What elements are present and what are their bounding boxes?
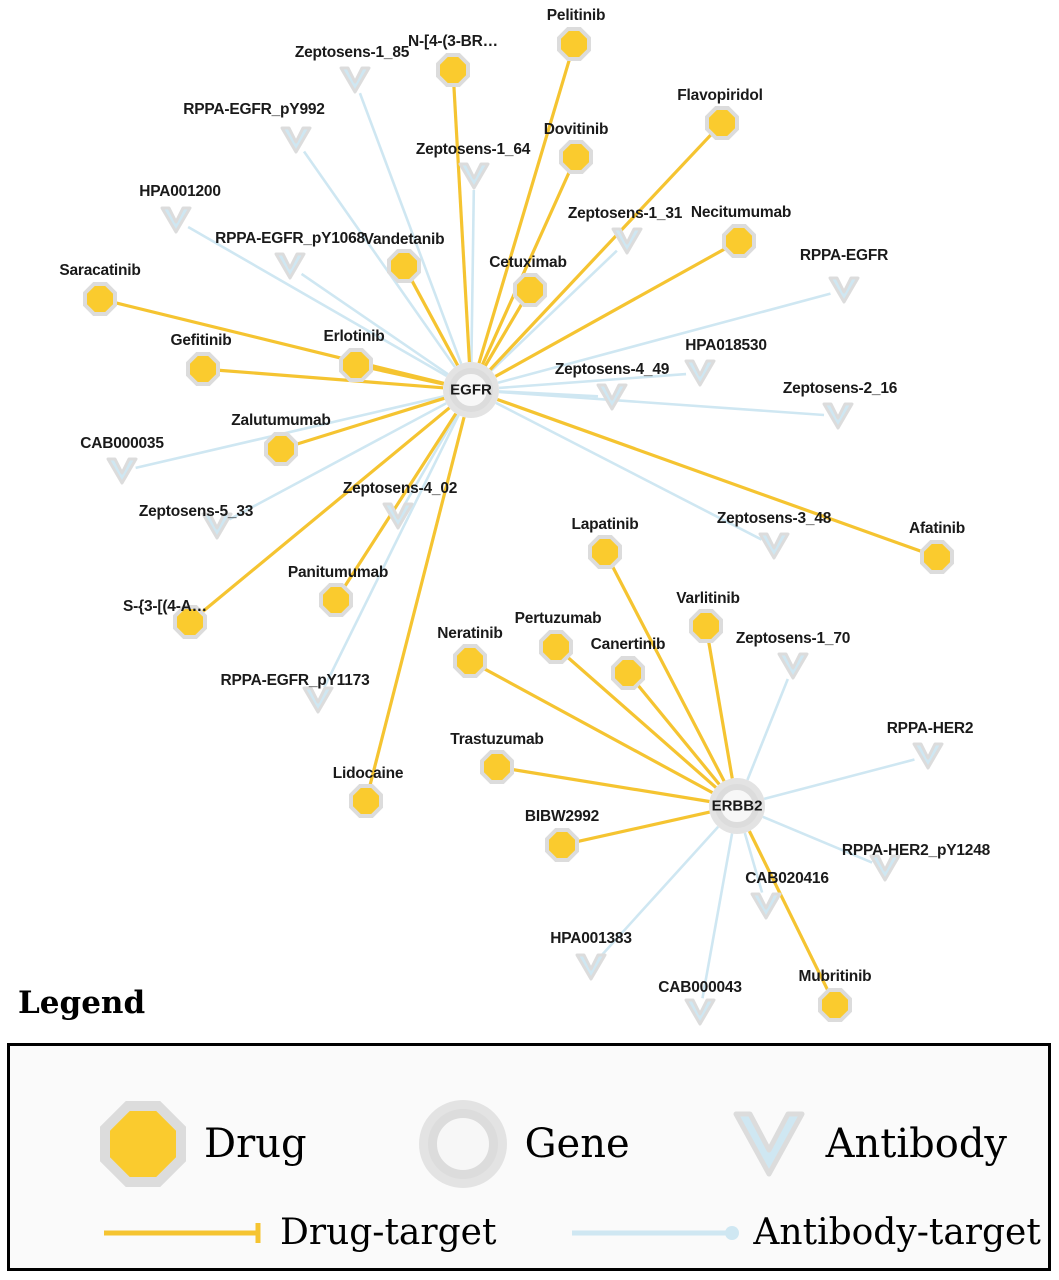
antibody-node[interactable]	[749, 891, 783, 921]
drug-node[interactable]	[588, 535, 622, 569]
antibody-node[interactable]	[827, 275, 861, 305]
drug-octagon-icon	[588, 535, 622, 569]
drug-node[interactable]	[611, 656, 645, 690]
drug-octagon-icon	[689, 609, 723, 643]
drug-label: Mubritinib	[798, 968, 872, 985]
drug-node[interactable]	[349, 784, 383, 818]
antibody-node[interactable]	[279, 125, 313, 155]
edge	[454, 84, 470, 362]
drug-node[interactable]	[264, 432, 298, 466]
drug-label: Canertinib	[590, 636, 666, 653]
drug-octagon-icon	[545, 828, 579, 862]
antibody-chevron-icon	[683, 358, 717, 388]
antibody-node[interactable]	[574, 952, 608, 982]
antibody-label: RPPA-EGFR_pY1173	[220, 672, 370, 689]
antibody-label: Zeptosens-5_33	[138, 503, 254, 520]
drug-node[interactable]	[319, 583, 353, 617]
antibody-label: CAB000043	[658, 979, 742, 996]
drug-octagon-icon	[319, 583, 353, 617]
drug-label: Flavopiridol	[677, 87, 763, 104]
legend-drug	[100, 1101, 307, 1187]
drug-node[interactable]	[339, 348, 373, 382]
antibody-node[interactable]	[610, 226, 644, 256]
drug-octagon-icon	[186, 352, 220, 386]
drug-octagon-icon	[818, 988, 852, 1022]
drug-node[interactable]	[920, 540, 954, 574]
gene-node-erbb2[interactable]	[709, 778, 765, 834]
drug-label: Lapatinib	[571, 516, 639, 533]
antibody-node[interactable]	[757, 531, 791, 561]
antibody-label: RPPA-EGFR	[799, 247, 889, 264]
edge	[471, 190, 473, 362]
antibody-chevron-icon	[381, 501, 415, 531]
antibody-chevron-icon	[457, 161, 491, 191]
antibody-label: CAB000035	[80, 435, 164, 452]
antibody-chevron-icon	[105, 456, 139, 486]
drug-node[interactable]	[559, 140, 593, 174]
drug-label: S-{3-[(4-A…	[123, 598, 207, 615]
drug-node[interactable]	[480, 750, 514, 784]
legend-antibody-label: Antibody	[825, 1121, 1008, 1167]
antibody-chevron-icon	[827, 275, 861, 305]
antibody-node[interactable]	[911, 741, 945, 771]
antibody-label: Zeptosens-1_64	[415, 141, 531, 158]
drug-label: Pelitinib	[546, 7, 606, 24]
gene-label: EGFR	[450, 381, 492, 399]
antibody-chevron-icon	[749, 891, 783, 921]
legend-gene	[419, 1100, 630, 1188]
drug-octagon-icon	[722, 224, 756, 258]
drug-octagon-icon	[557, 27, 591, 61]
antibody-label: HPA001383	[550, 930, 632, 947]
antibody-label: Zeptosens-1_85	[294, 44, 410, 61]
gene-node-egfr[interactable]	[443, 362, 499, 418]
edge	[114, 302, 444, 383]
antibody-chevron-icon	[273, 251, 307, 281]
drug-octagon-icon	[453, 644, 487, 678]
antibody-label: RPPA-EGFR_pY1068	[215, 230, 365, 247]
drug-octagon-icon	[920, 540, 954, 574]
antibody-label: Zeptosens-1_31	[567, 205, 683, 222]
drug-octagon-icon	[480, 750, 514, 784]
legend-antibody-target-label: Antibody-target	[753, 1212, 1041, 1253]
drug-node[interactable]	[705, 106, 739, 140]
drug-label: Gefitinib	[170, 332, 232, 349]
drug-node[interactable]	[83, 282, 117, 316]
drug-icon	[100, 1101, 186, 1187]
legend-antibody	[730, 1108, 1007, 1180]
edge	[497, 399, 923, 552]
drug-node[interactable]	[513, 273, 547, 307]
drug-label: Necitumumab	[690, 204, 792, 221]
antibody-node[interactable]	[159, 205, 193, 235]
antibody-node[interactable]	[457, 161, 491, 191]
legend-drug-target-label: Drug-target	[280, 1212, 497, 1253]
antibody-chevron-icon	[595, 382, 629, 412]
antibody-label: RPPA-HER2_pY1248	[841, 842, 991, 859]
antibody-node[interactable]	[595, 382, 629, 412]
drug-node[interactable]	[387, 249, 421, 283]
antibody-node[interactable]	[381, 501, 415, 531]
drug-node[interactable]	[186, 352, 220, 386]
drug-octagon-icon	[611, 656, 645, 690]
drug-node[interactable]	[453, 644, 487, 678]
antibody-label: Zeptosens-1_70	[735, 630, 851, 647]
drug-label: Vandetanib	[363, 231, 445, 248]
drug-label: Erlotinib	[323, 328, 385, 345]
gene-label: ERBB2	[711, 797, 763, 815]
antibody-chevron-icon	[338, 65, 372, 95]
drug-node[interactable]	[689, 609, 723, 643]
drug-octagon-icon	[705, 106, 739, 140]
drug-label: Neratinib	[437, 625, 503, 642]
edge	[764, 760, 914, 799]
antibody-label: CAB020416	[745, 870, 829, 887]
edge	[747, 679, 787, 780]
drug-label: BIBW2992	[524, 808, 600, 825]
drug-label: Pertuzumab	[514, 610, 602, 627]
antibody-label: RPPA-EGFR_pY992	[183, 101, 325, 118]
antibody-label: Zeptosens-4_02	[342, 480, 458, 497]
antibody-label: Zeptosens-2_16	[782, 380, 898, 397]
drug-label: Zalutumumab	[231, 412, 331, 429]
drug-label: Lidocaine	[332, 765, 404, 782]
antibody-chevron-icon	[279, 125, 313, 155]
drug-octagon-icon	[83, 282, 117, 316]
legend-drug-label: Drug	[204, 1121, 307, 1167]
drug-octagon-icon	[349, 784, 383, 818]
antibody-chevron-icon	[610, 226, 644, 256]
antibody-chevron-icon	[683, 997, 717, 1027]
edge	[702, 834, 732, 999]
legend-drug-target-edge	[100, 1212, 496, 1253]
drug-octagon-icon	[387, 249, 421, 283]
antibody-label: Zeptosens-4_49	[554, 361, 670, 378]
antibody-node[interactable]	[821, 401, 855, 431]
drug-octagon-icon	[264, 432, 298, 466]
drug-octagon-icon	[559, 140, 593, 174]
drug-node[interactable]	[818, 988, 852, 1022]
antibody-label: HPA018530	[685, 337, 767, 354]
drug-label: Panitumumab	[287, 564, 389, 581]
drug-label: Afatinib	[908, 520, 966, 537]
drug-octagon-icon	[513, 273, 547, 307]
antibody-chevron-icon	[776, 651, 810, 681]
edge	[217, 370, 443, 388]
drug-octagon-icon	[539, 630, 573, 664]
antibody-label: Zeptosens-3_48	[716, 510, 832, 527]
drug-label: Saracatinib	[59, 262, 141, 279]
drug-node[interactable]	[722, 224, 756, 258]
edge	[637, 684, 719, 785]
drug-label: Cetuximab	[489, 254, 567, 271]
antibody-node[interactable]	[683, 358, 717, 388]
drug-octagon-icon	[339, 348, 373, 382]
drug-node[interactable]	[436, 53, 470, 87]
drug-label: Trastuzumab	[450, 731, 544, 748]
antibody-chevron-icon	[821, 401, 855, 431]
antibody-chevron-icon	[757, 531, 791, 561]
antibody-node[interactable]	[683, 997, 717, 1027]
antibody-label: HPA001200	[139, 183, 221, 200]
antibody-label: RPPA-HER2	[886, 720, 974, 737]
gene-icon	[419, 1100, 507, 1188]
drug-label: Dovitinib	[543, 121, 609, 138]
legend-title: Legend	[18, 985, 146, 1021]
legend-gene-label: Gene	[524, 1121, 630, 1167]
drug-node[interactable]	[557, 27, 591, 61]
antibody-node[interactable]	[338, 65, 372, 95]
edge	[499, 392, 824, 415]
drug-label: Varlitinib	[676, 590, 740, 607]
edge	[479, 57, 570, 363]
antibody-node[interactable]	[776, 651, 810, 681]
drug-node[interactable]	[539, 630, 573, 664]
legend-antibody-target-edge	[568, 1212, 1040, 1253]
drug-node[interactable]	[545, 828, 579, 862]
antibody-chevron-icon	[911, 741, 945, 771]
antibody-icon	[730, 1108, 808, 1180]
legend-box	[7, 1043, 1051, 1271]
drug-octagon-icon	[436, 53, 470, 87]
antibody-node[interactable]	[273, 251, 307, 281]
antibody-chevron-icon	[159, 205, 193, 235]
drug-label: N-[4-(3-BR…	[408, 33, 498, 50]
antibody-chevron-icon	[574, 952, 608, 982]
antibody-node[interactable]	[105, 456, 139, 486]
